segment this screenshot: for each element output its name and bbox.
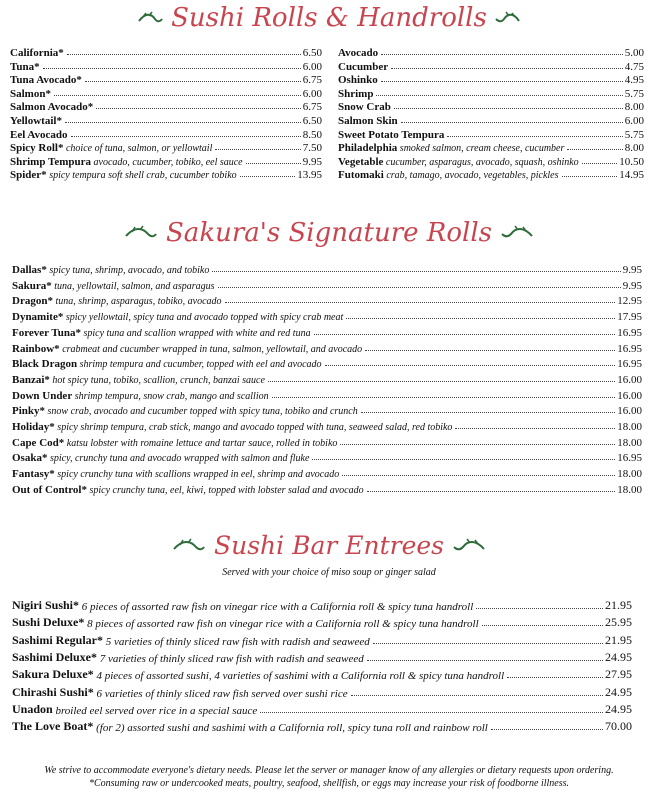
item-name: Shrimp Tempura	[10, 155, 91, 168]
item-description: spicy tuna and scallion wrapped with white and red tuna	[80, 327, 311, 339]
dot-leader	[447, 136, 622, 137]
item-name: Rainbow*	[12, 342, 60, 355]
item-name: Sushi Deluxe*	[12, 615, 85, 630]
item-name: Salmon Avocado*	[10, 101, 94, 114]
item-description: katsu lobster with romaine lettuce and tartar sauce, rolled in tobiko	[64, 437, 338, 449]
bamboo-ornament-icon	[124, 225, 158, 241]
dot-leader	[562, 176, 618, 177]
dot-leader	[476, 608, 603, 609]
section-heading-signature	[0, 217, 658, 248]
item-price: 5.75	[624, 128, 644, 141]
item-description: tuna, yellowtail, salmon, and asparagus	[51, 280, 215, 292]
menu-item	[338, 156, 644, 168]
item-price: 5.75	[624, 87, 644, 100]
item-price: 21.95	[605, 632, 632, 647]
item-name: Holiday*	[12, 421, 55, 433]
item-price: 13.95	[297, 169, 322, 182]
item-description: crabmeat and cucumber wrapped in tuna, salmon, yellowtail, and avocado	[59, 343, 363, 355]
dot-leader	[340, 444, 615, 445]
dot-leader	[85, 81, 301, 82]
item-name: Philadelphia	[338, 142, 398, 155]
item-name: The Love Boat*	[12, 719, 94, 734]
menu-item	[338, 101, 644, 113]
section-title: Sushi Bar Entrees	[213, 531, 445, 560]
menu-item	[12, 702, 632, 717]
section-title: Sakura's Signature Rolls	[166, 218, 492, 248]
dot-leader	[367, 491, 616, 492]
item-price: 16.95	[617, 342, 642, 355]
menu-item	[12, 598, 632, 613]
menu-item	[12, 327, 642, 339]
item-name: Tuna Avocado*	[10, 74, 82, 87]
item-price: 6.50	[302, 47, 322, 59]
item-price: 18.00	[617, 421, 642, 433]
dot-leader	[218, 287, 621, 288]
section-heading-entrees	[0, 529, 658, 560]
item-name: Spicy Roll*	[10, 142, 64, 155]
item-name: Salmon Skin	[338, 115, 398, 127]
dot-leader	[272, 397, 616, 398]
item-description: 5 varieties of thinly sliced raw fish with radish and seaweed	[103, 635, 370, 648]
menu-item	[12, 405, 642, 417]
item-price: 16.95	[617, 452, 642, 465]
menu-item	[10, 129, 322, 141]
menu-item	[12, 264, 642, 276]
item-price: 18.00	[617, 468, 642, 481]
item-name: Snow Crab	[338, 101, 391, 114]
item-name: Dragon*	[12, 295, 53, 308]
item-name: Unadon	[12, 701, 53, 716]
dot-leader	[582, 163, 618, 164]
item-description: 8 pieces of assorted raw fish on vinegar rice with a California roll & spicy tuna handroll	[84, 618, 479, 631]
dot-leader	[54, 95, 301, 96]
item-price: 9.95	[302, 155, 322, 168]
bamboo-ornament-icon	[137, 11, 163, 25]
dot-leader	[312, 459, 615, 460]
item-description: spicy yellowtail, spicy tuna and avocado topped with spicy crab meat	[63, 312, 344, 324]
menu-item	[12, 615, 632, 630]
entrees-note: Served with your choice of miso soup or ginger salad	[222, 567, 436, 578]
item-price: 8.00	[624, 142, 644, 155]
bamboo-ornament-icon	[495, 11, 521, 25]
item-description: spicy tuna, shrimp, avocado, and tobiko	[46, 265, 210, 276]
item-price: 18.00	[617, 483, 642, 496]
dot-leader	[65, 122, 301, 123]
item-price: 8.50	[302, 128, 322, 141]
menu-item	[12, 650, 632, 665]
dot-leader	[71, 136, 301, 137]
menu-item	[10, 61, 322, 73]
menu-item	[10, 88, 322, 100]
menu-item	[12, 719, 632, 734]
dot-leader	[67, 54, 301, 55]
item-price: 6.50	[302, 115, 322, 127]
item-name: Forever Tuna*	[12, 326, 81, 339]
item-name: Oshinko	[338, 74, 378, 87]
item-name: Cape Cod*	[12, 436, 65, 449]
menu-item	[12, 484, 642, 496]
item-price: 16.95	[617, 358, 642, 371]
dot-leader	[96, 108, 301, 109]
menu-item	[10, 156, 322, 168]
item-name: Banzai*	[12, 373, 50, 386]
item-description: spicy crunchy tuna, eel, kiwi, topped with lobster salad and avocado	[86, 484, 364, 496]
item-description: 4 pieces of assorted sushi, 4 varieties of sashimi with a California roll & spicy tuna handroll	[93, 670, 505, 683]
menu-item	[12, 685, 632, 700]
item-name: Eel Avocado	[10, 128, 68, 141]
dot-leader	[376, 95, 622, 96]
item-price: 24.95	[605, 649, 632, 664]
dot-leader	[381, 81, 623, 82]
item-name: Futomaki	[338, 169, 384, 182]
item-description: (for 2) assorted sushi and sashimi with a California roll, spicy tuna roll and rainbow roll	[93, 722, 488, 735]
item-description: choice of tuna, salmon, or yellowtail	[63, 143, 213, 155]
item-price: 4.75	[624, 60, 644, 73]
item-name: Dynamite*	[12, 311, 64, 324]
dot-leader	[491, 729, 603, 730]
item-description: broiled eel served over rice in a special sauce	[52, 704, 258, 717]
dot-leader	[507, 677, 603, 678]
item-description: spicy, crunchy tuna and avocado wrapped with salmon and fluke	[47, 453, 310, 465]
dot-leader	[373, 643, 603, 644]
menu-item	[338, 74, 644, 86]
item-price: 70.00	[605, 719, 632, 734]
dot-leader	[268, 381, 615, 382]
item-name: Sashimi Deluxe*	[12, 649, 98, 664]
item-name: Sakura*	[12, 279, 52, 292]
item-name: Dallas*	[12, 264, 47, 276]
menu-item	[338, 142, 644, 154]
dot-leader	[225, 302, 616, 303]
menu-item	[10, 101, 322, 113]
item-description: tuna, shrimp, asparagus, tobiko, avocado	[52, 296, 222, 308]
item-name: Down Under	[12, 389, 73, 402]
dot-leader	[455, 428, 615, 429]
menu-item	[12, 358, 642, 370]
dot-leader	[246, 163, 301, 164]
dot-leader	[401, 122, 623, 123]
dot-leader	[351, 695, 603, 696]
menu-item	[10, 115, 322, 127]
bamboo-ornament-icon	[500, 225, 534, 241]
item-price: 16.00	[617, 405, 642, 418]
dot-leader	[314, 334, 616, 335]
item-price: 16.00	[617, 373, 642, 386]
item-name: Vegetable	[338, 155, 384, 168]
menu-item	[12, 295, 642, 307]
menu-item	[12, 667, 632, 682]
item-description: smoked salmon, cream cheese, cucumber	[397, 143, 565, 155]
item-price: 6.75	[302, 101, 322, 114]
item-name: Black Dragon	[12, 358, 78, 371]
item-description: shrimp tempura, snow crab, mango and scallion	[72, 390, 269, 402]
menu-item	[12, 468, 642, 480]
item-name: Sashimi Regular*	[12, 632, 104, 647]
dot-leader	[43, 68, 301, 69]
menu-item	[12, 633, 632, 648]
menu-item	[338, 129, 644, 141]
dot-leader	[567, 149, 622, 150]
item-description: shrimp tempura and cucumber, topped with eel and avocado	[77, 359, 322, 371]
item-price: 4.95	[624, 74, 644, 87]
item-name: Tuna*	[10, 60, 40, 73]
dot-leader	[215, 149, 300, 150]
item-price: 27.95	[605, 667, 632, 682]
item-price: 24.95	[605, 684, 632, 699]
section-heading-rolls	[0, 2, 658, 33]
menu-item	[12, 374, 642, 386]
item-price: 6.00	[624, 115, 644, 127]
item-price: 24.95	[605, 701, 632, 716]
item-name: Osaka*	[12, 452, 48, 465]
bamboo-ornament-icon	[452, 538, 486, 554]
menu-item	[10, 47, 322, 59]
item-name: Spider*	[10, 169, 47, 182]
menu-item	[12, 390, 642, 402]
item-price: 18.00	[617, 436, 642, 449]
menu-item	[12, 311, 642, 323]
dot-leader	[212, 271, 620, 272]
item-description: spicy tempura soft shell crab, cucumber tobiko	[46, 170, 237, 182]
item-price: 7.50	[302, 142, 322, 155]
raw-food-warning: *Consuming raw or undercooked meats, poultry, seafood, shellfish, or eggs may increase your risk of foodborne illness.	[88, 778, 570, 789]
menu-item	[12, 280, 642, 292]
menu-item	[10, 74, 322, 86]
item-name: Chirashi Sushi*	[12, 684, 94, 699]
dot-leader	[394, 108, 623, 109]
item-description: 6 pieces of assorted raw fish on vinegar rice with a California roll & spicy tuna handroll	[79, 601, 474, 613]
menu-item	[338, 47, 644, 59]
menu-item	[338, 61, 644, 73]
item-description: 7 varieties of thinly sliced raw fish with radish and seaweed	[97, 652, 364, 665]
item-price: 10.50	[619, 155, 644, 168]
menu-item	[10, 169, 322, 181]
item-price: 9.95	[622, 279, 642, 292]
menu-item	[12, 343, 642, 355]
item-name: Out of Control*	[12, 483, 87, 496]
bamboo-ornament-icon	[172, 538, 206, 554]
item-description: 6 varieties of thinly sliced raw fish served over sushi rice	[93, 687, 348, 700]
dot-leader	[365, 350, 615, 351]
item-name: Sakura Deluxe*	[12, 667, 94, 682]
item-price: 25.95	[605, 615, 632, 630]
item-price: 21.95	[605, 598, 632, 612]
menu-item	[10, 142, 322, 154]
item-price: 16.95	[617, 326, 642, 339]
item-description: crab, tamago, avocado, vegetables, pickles	[383, 170, 559, 182]
item-name: Sweet Potato Tempura	[338, 128, 445, 141]
item-price: 6.00	[302, 60, 322, 73]
dot-leader	[361, 412, 616, 413]
item-price: 12.95	[617, 295, 642, 308]
item-description: avocado, cucumber, tobiko, eel sauce	[91, 156, 243, 168]
dot-leader	[342, 475, 615, 476]
item-name: Shrimp	[338, 87, 374, 100]
dot-leader	[482, 625, 603, 626]
item-price: 6.75	[302, 74, 322, 87]
item-name: Yellowtail*	[10, 115, 62, 127]
item-name: Pinky*	[12, 405, 46, 418]
menu-item	[338, 88, 644, 100]
dot-leader	[325, 365, 616, 366]
item-price: 16.00	[617, 389, 642, 402]
item-price: 9.95	[622, 264, 642, 276]
menu-item	[12, 452, 642, 464]
item-name: California*	[10, 47, 64, 59]
dot-leader	[240, 176, 296, 177]
menu-item	[12, 437, 642, 449]
dot-leader	[346, 318, 615, 319]
dot-leader	[260, 712, 603, 713]
item-name: Cucumber	[338, 60, 389, 73]
item-price: 17.95	[617, 311, 642, 324]
menu-item	[12, 421, 642, 433]
item-price: 8.00	[624, 101, 644, 114]
item-price: 6.00	[302, 87, 322, 100]
item-price: 14.95	[619, 169, 644, 182]
item-price: 5.00	[624, 47, 644, 59]
section-title: Sushi Rolls & Handrolls	[171, 3, 487, 33]
dot-leader	[391, 68, 623, 69]
item-name: Nigiri Sushi*	[12, 598, 80, 612]
item-name: Avocado	[338, 47, 379, 59]
menu-item	[338, 169, 644, 181]
dietary-notice: We strive to accommodate everyone's dietary needs. Please let the server or manager know of any allergies or dietary requests upon ordering.	[44, 765, 614, 776]
item-name: Fantasy*	[12, 468, 55, 481]
dot-leader	[367, 660, 603, 661]
item-description: snow crab, avocado and cucumber topped with spicy tuna, tobiko and crunch	[45, 406, 358, 418]
dot-leader	[381, 54, 623, 55]
item-name: Salmon*	[10, 87, 51, 100]
menu-item	[338, 115, 644, 127]
item-description: cucumber, asparagus, avocado, squash, oshinko	[383, 156, 579, 168]
item-description: spicy crunchy tuna with scallions wrapped in eel, shrimp and avocado	[54, 469, 340, 481]
item-description: hot spicy tuna, tobiko, scallion, crunch, banzai sauce	[49, 374, 265, 386]
item-description: spicy shrimp tempura, crab stick, mango and avocado topped with tuna, seaweed salad, red tobiko	[54, 422, 453, 433]
